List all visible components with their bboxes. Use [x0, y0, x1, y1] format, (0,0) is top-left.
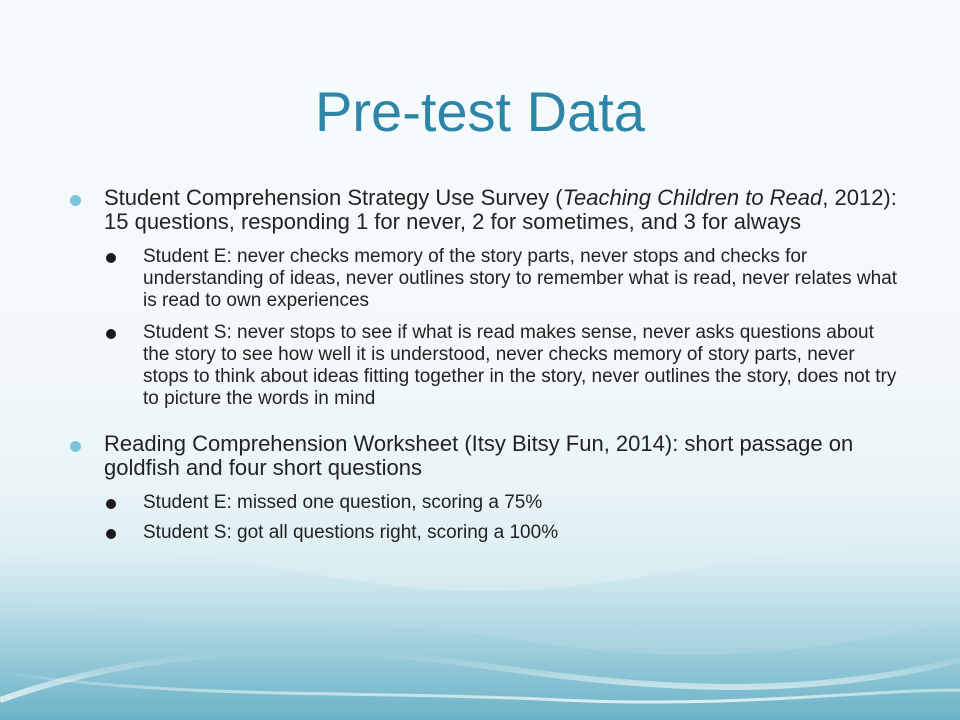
- bullet-worksheet: [70, 432, 900, 480]
- bullet-list: [70, 186, 900, 544]
- bullet-survey-italic: Teaching Children to Read: [562, 185, 823, 210]
- sub-bullet-text: Student E: missed one question, scoring a 75%: [143, 492, 543, 513]
- sub-bullet-survey-student-e: [143, 246, 900, 312]
- sub-bullet-text: Student S: never stops to see if what is read makes sense, never asks questions about the story to see how well it is understood, never checks memory of story parts, never stops to think about ideas fitting together in the story, never outlines the story, does not try to picture the words in mind: [143, 322, 897, 409]
- sub-bullet-dot-icon: [106, 529, 116, 539]
- bullet-survey-prefix: Student Comprehension Strategy Use Survey (: [104, 185, 563, 210]
- slide-title: Pre-test Data: [315, 80, 645, 143]
- sub-bullet-dot-icon: [106, 499, 116, 509]
- bullet-survey-suffix: , 2012): 15 questions, responding 1 for never, 2 for sometimes, and 3 for always: [104, 185, 897, 234]
- sub-bullet-dot-icon: [106, 329, 116, 339]
- bullet-dot-icon: [70, 195, 81, 206]
- sub-bullet-survey-student-s: [143, 322, 900, 410]
- bullet-survey: [70, 186, 900, 234]
- sub-bullet-text: Student S: got all questions right, scoring a 100%: [143, 522, 559, 543]
- bullet-worksheet-text: Reading Comprehension Worksheet (Itsy Bitsy Fun, 2014): short passage on goldfish and four short questions: [104, 431, 854, 480]
- bullet-dot-icon: [70, 441, 81, 452]
- sub-bullet-worksheet-student-e: [143, 492, 900, 514]
- sub-bullet-text: Student E: never checks memory of the story parts, never stops and checks for understanding of ideas, never outlines story to remember what is read, never relates what is read to own experiences: [143, 246, 898, 311]
- sub-bullet-worksheet-student-s: [143, 522, 900, 544]
- sub-bullet-dot-icon: [106, 253, 116, 263]
